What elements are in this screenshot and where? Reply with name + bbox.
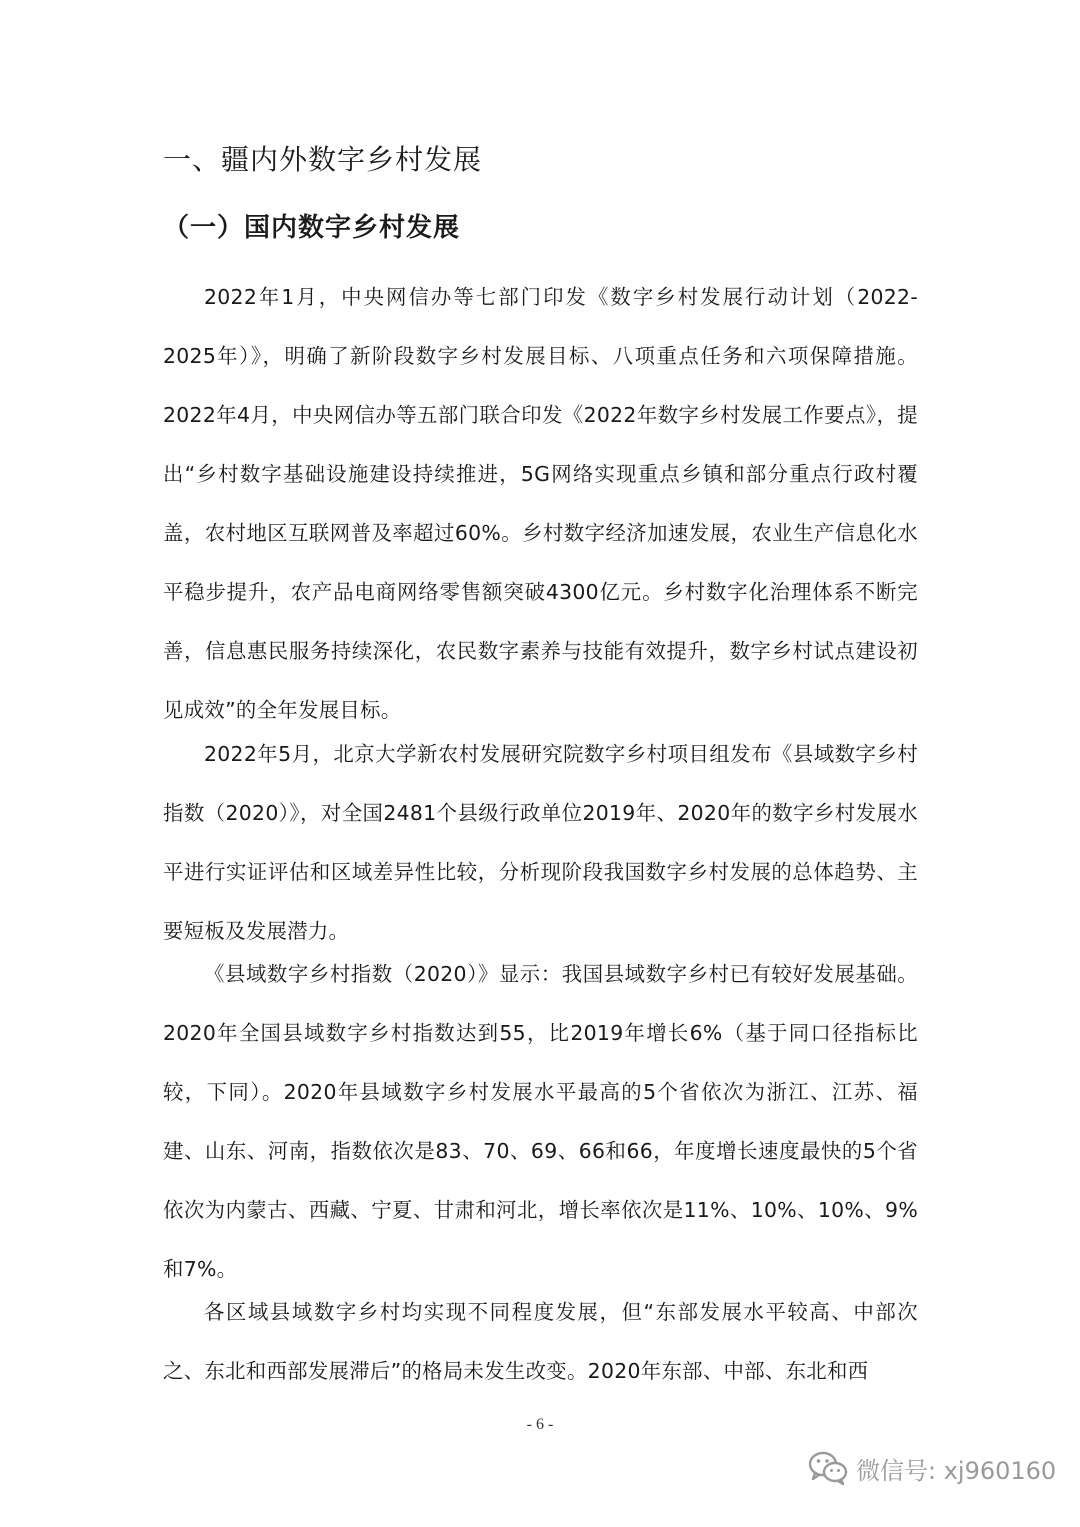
paragraph: 各区域县域数字乡村均实现不同程度发展，但“东部发展水平较高、中部次之、东北和西部发展滞后”的格局未发生改变。2020年东部、中部、东北和西 [163, 1300, 918, 1383]
wechat-icon [808, 1450, 848, 1486]
watermark-text: 微信号: xj960160 [856, 1456, 1057, 1485]
paragraph: 2022年1月，中央网信办等七部门印发《数字乡村发展行动计划（2022-2025年）》，明确了新阶段数字乡村发展目标、八项重点任务和六项保障措施。2022年4月，中央网信办等五部门联合印发《2022年数字乡村发展工作要点》，提出“乡村数字基础设施建设持续推进，5G网络实现重点乡镇和部分重点行政村覆盖，农村地区互联网普及率超过60%。乡村数字经济加速发展，农业生产信息化水平稳步提升，农产品电商网络零售额突破4300亿元。乡村数字化治理体系不断完善，信息惠民服务持续深化，农民数字素养与技能有效提升，数字乡村试点建设初见成效”的全年发展目标。 [163, 285, 918, 722]
watermark [808, 1446, 1056, 1490]
subsection-heading: （一）国内数字乡村发展 [163, 213, 461, 243]
page-number: - 6 - [526, 1416, 554, 1433]
paragraph: 2022年5月，北京大学新农村发展研究院数字乡村项目组发布《县域数字乡村指数（2020）》，对全国2481个县级行政单位2019年、2020年的数字乡村发展水平进行实证评估和区域差异性比较，分析现阶段我国数字乡村发展的总体趋势、主要短板及发展潜力。 [163, 742, 918, 943]
section-heading: 一、疆内外数字乡村发展 [163, 143, 483, 176]
paragraph: 《县域数字乡村指数（2020）》显示：我国县域数字乡村已有较好发展基础。2020年全国县域数字乡村指数达到55，比2019年增长6%（基于同口径指标比较，下同）。2020年县域数字乡村发展水平最高的5个省依次为浙江、江苏、福建、山东、河南，指数依次是83、70、69、66和66，年度增长速度最快的5个省依次为内蒙古、西藏、宁夏、甘肃和河北，增长率依次是11%、10%、10%、9%和7%。 [163, 962, 918, 1281]
